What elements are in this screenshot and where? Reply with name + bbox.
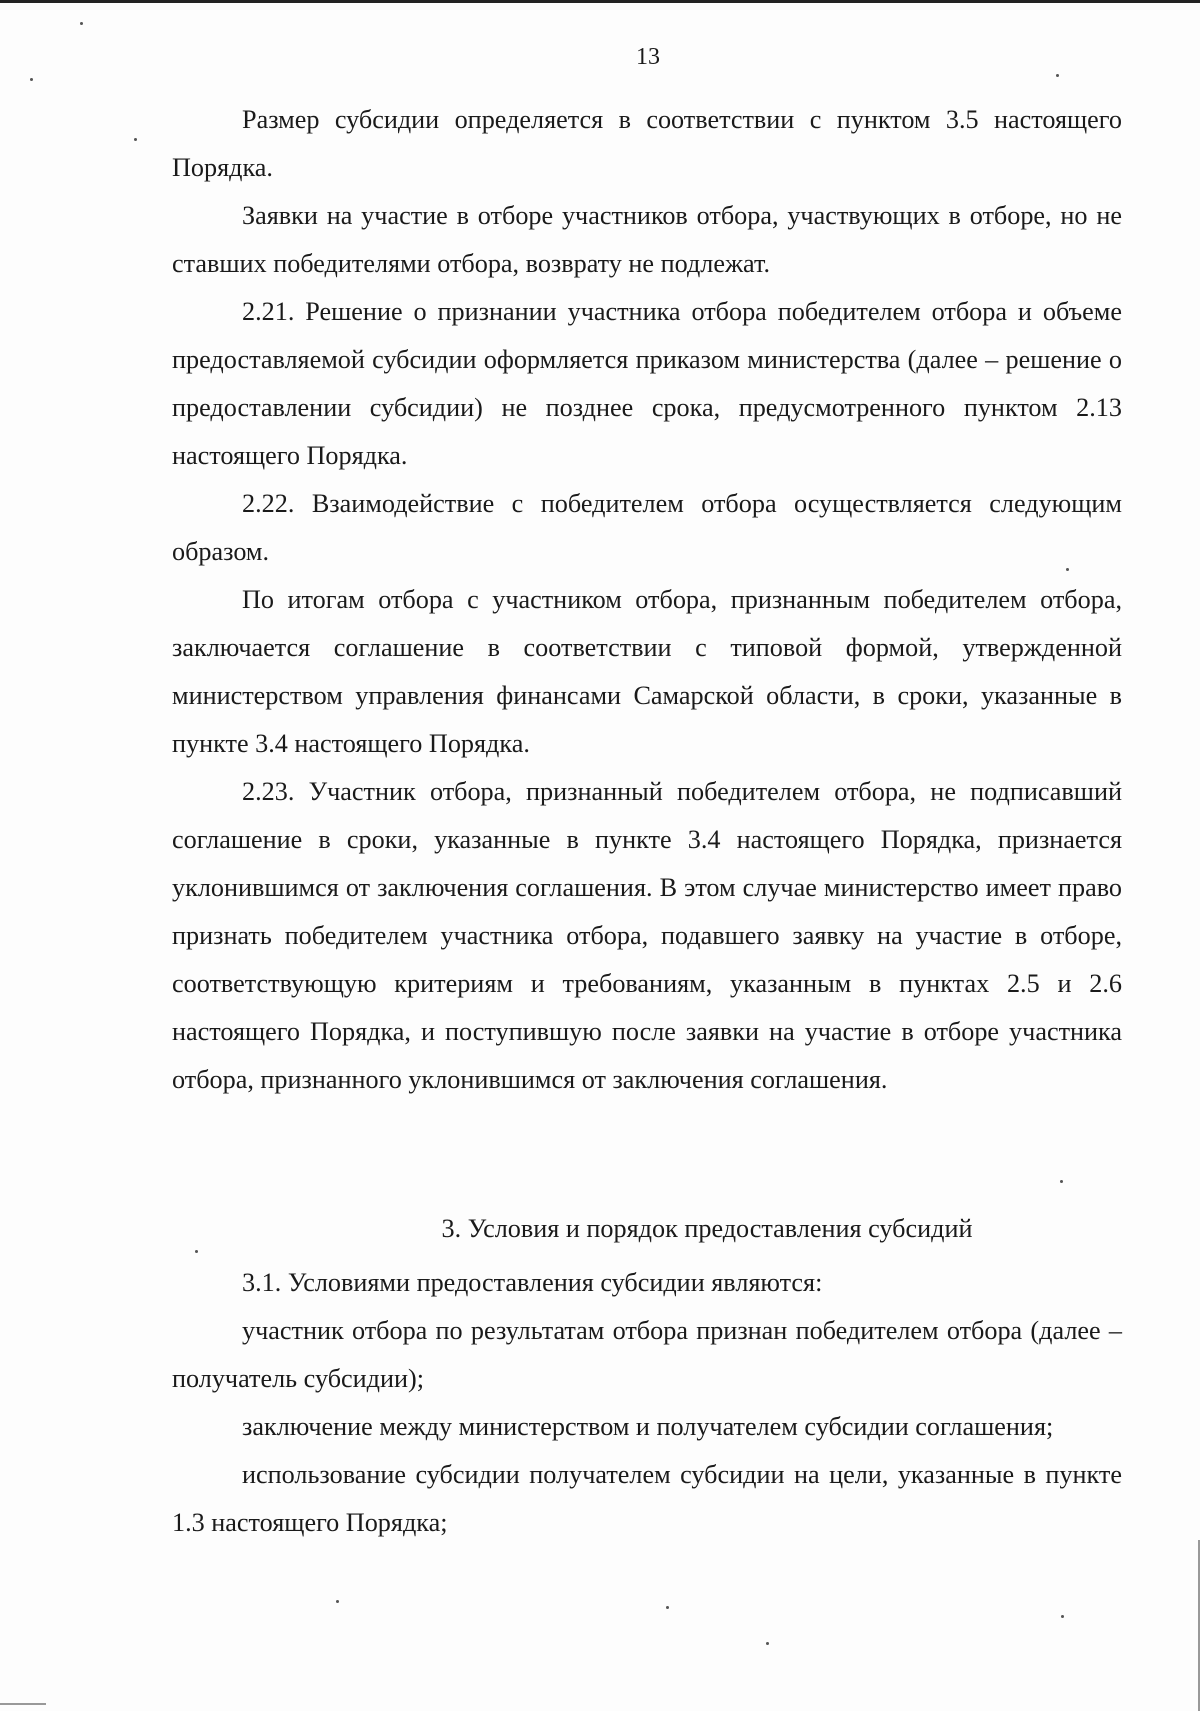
scan-speck [195, 1250, 198, 1253]
paragraph-2-22: 2.22. Взаимодействие с победителем отбора осуществляется следующим образом. [172, 489, 1122, 566]
scan-speck [30, 78, 33, 81]
condition-agreement: заключение между министерством и получателем субсидии соглашения; [242, 1412, 1054, 1441]
scan-speck [336, 1600, 339, 1603]
paragraph-applications-not-returned: Заявки на участие в отборе участников отбора, участвующих в отборе, но не ставших победителями отбора, возврату не подлежат. [172, 201, 1122, 278]
scan-speck [1060, 1180, 1063, 1183]
section-heading: 3. Условия и порядок предоставления субсидий [441, 1214, 973, 1243]
scan-edge-bottom [0, 1703, 46, 1711]
condition-winner: участник отбора по результатам отбора признан победителем отбора (далее – получатель субсидии); [172, 1316, 1122, 1393]
scan-speck [666, 1606, 669, 1609]
scan-speck [766, 1642, 769, 1645]
top-edge-rule [0, 0, 1200, 3]
scan-speck [134, 138, 137, 141]
scan-speck [80, 22, 83, 25]
page-number: 13 [636, 44, 660, 70]
body-text-section-3 [172, 1205, 1122, 1547]
paragraph-agreement: По итогам отбора с участником отбора, признанным победителем отбора, заключается соглашение в соответствии с типовой формой, утвержденной министерством управления финансами Самарской области, в сроки, указанные в пункте 3.4 настоящего Порядка. [172, 585, 1122, 758]
paragraph-3-1: 3.1. Условиями предоставления субсидии являются: [242, 1268, 823, 1297]
scan-speck [1066, 568, 1069, 571]
scan-speck [1061, 1615, 1064, 1618]
paragraph-2-23: 2.23. Участник отбора, признанный победителем отбора, не подписавший соглашение в сроки, указанные в пункте 3.4 настоящего Порядка, признается уклонившимся от заключения соглашения. В этом случае министерство имеет право признать победителем участника отбора, подавшего заявку на участие в отборе, соответствующую критериям и требованиям, указанным в пунктах 2.5 и 2.6 настоящего Порядка, и поступившую после заявки на участие в отборе участника отбора, признанного уклонившимся от заключения соглашения. [172, 777, 1122, 1094]
scan-speck [1056, 74, 1059, 77]
paragraph-2-21: 2.21. Решение о признании участника отбора победителем отбора и объеме предоставляемой субсидии оформляется приказом министерства (далее – решение о предоставлении субсидии) не позднее срока, предусмотренного пунктом 2.13 настоящего Порядка. [172, 297, 1122, 470]
body-text-upper [172, 96, 1122, 1104]
paragraph-subsidy-size: Размер субсидии определяется в соответствии с пунктом 3.5 настоящего Порядка. [172, 105, 1122, 182]
condition-use-of-subsidy: использование субсидии получателем субсидии на цели, указанные в пункте 1.3 настоящего Порядка; [172, 1460, 1122, 1537]
